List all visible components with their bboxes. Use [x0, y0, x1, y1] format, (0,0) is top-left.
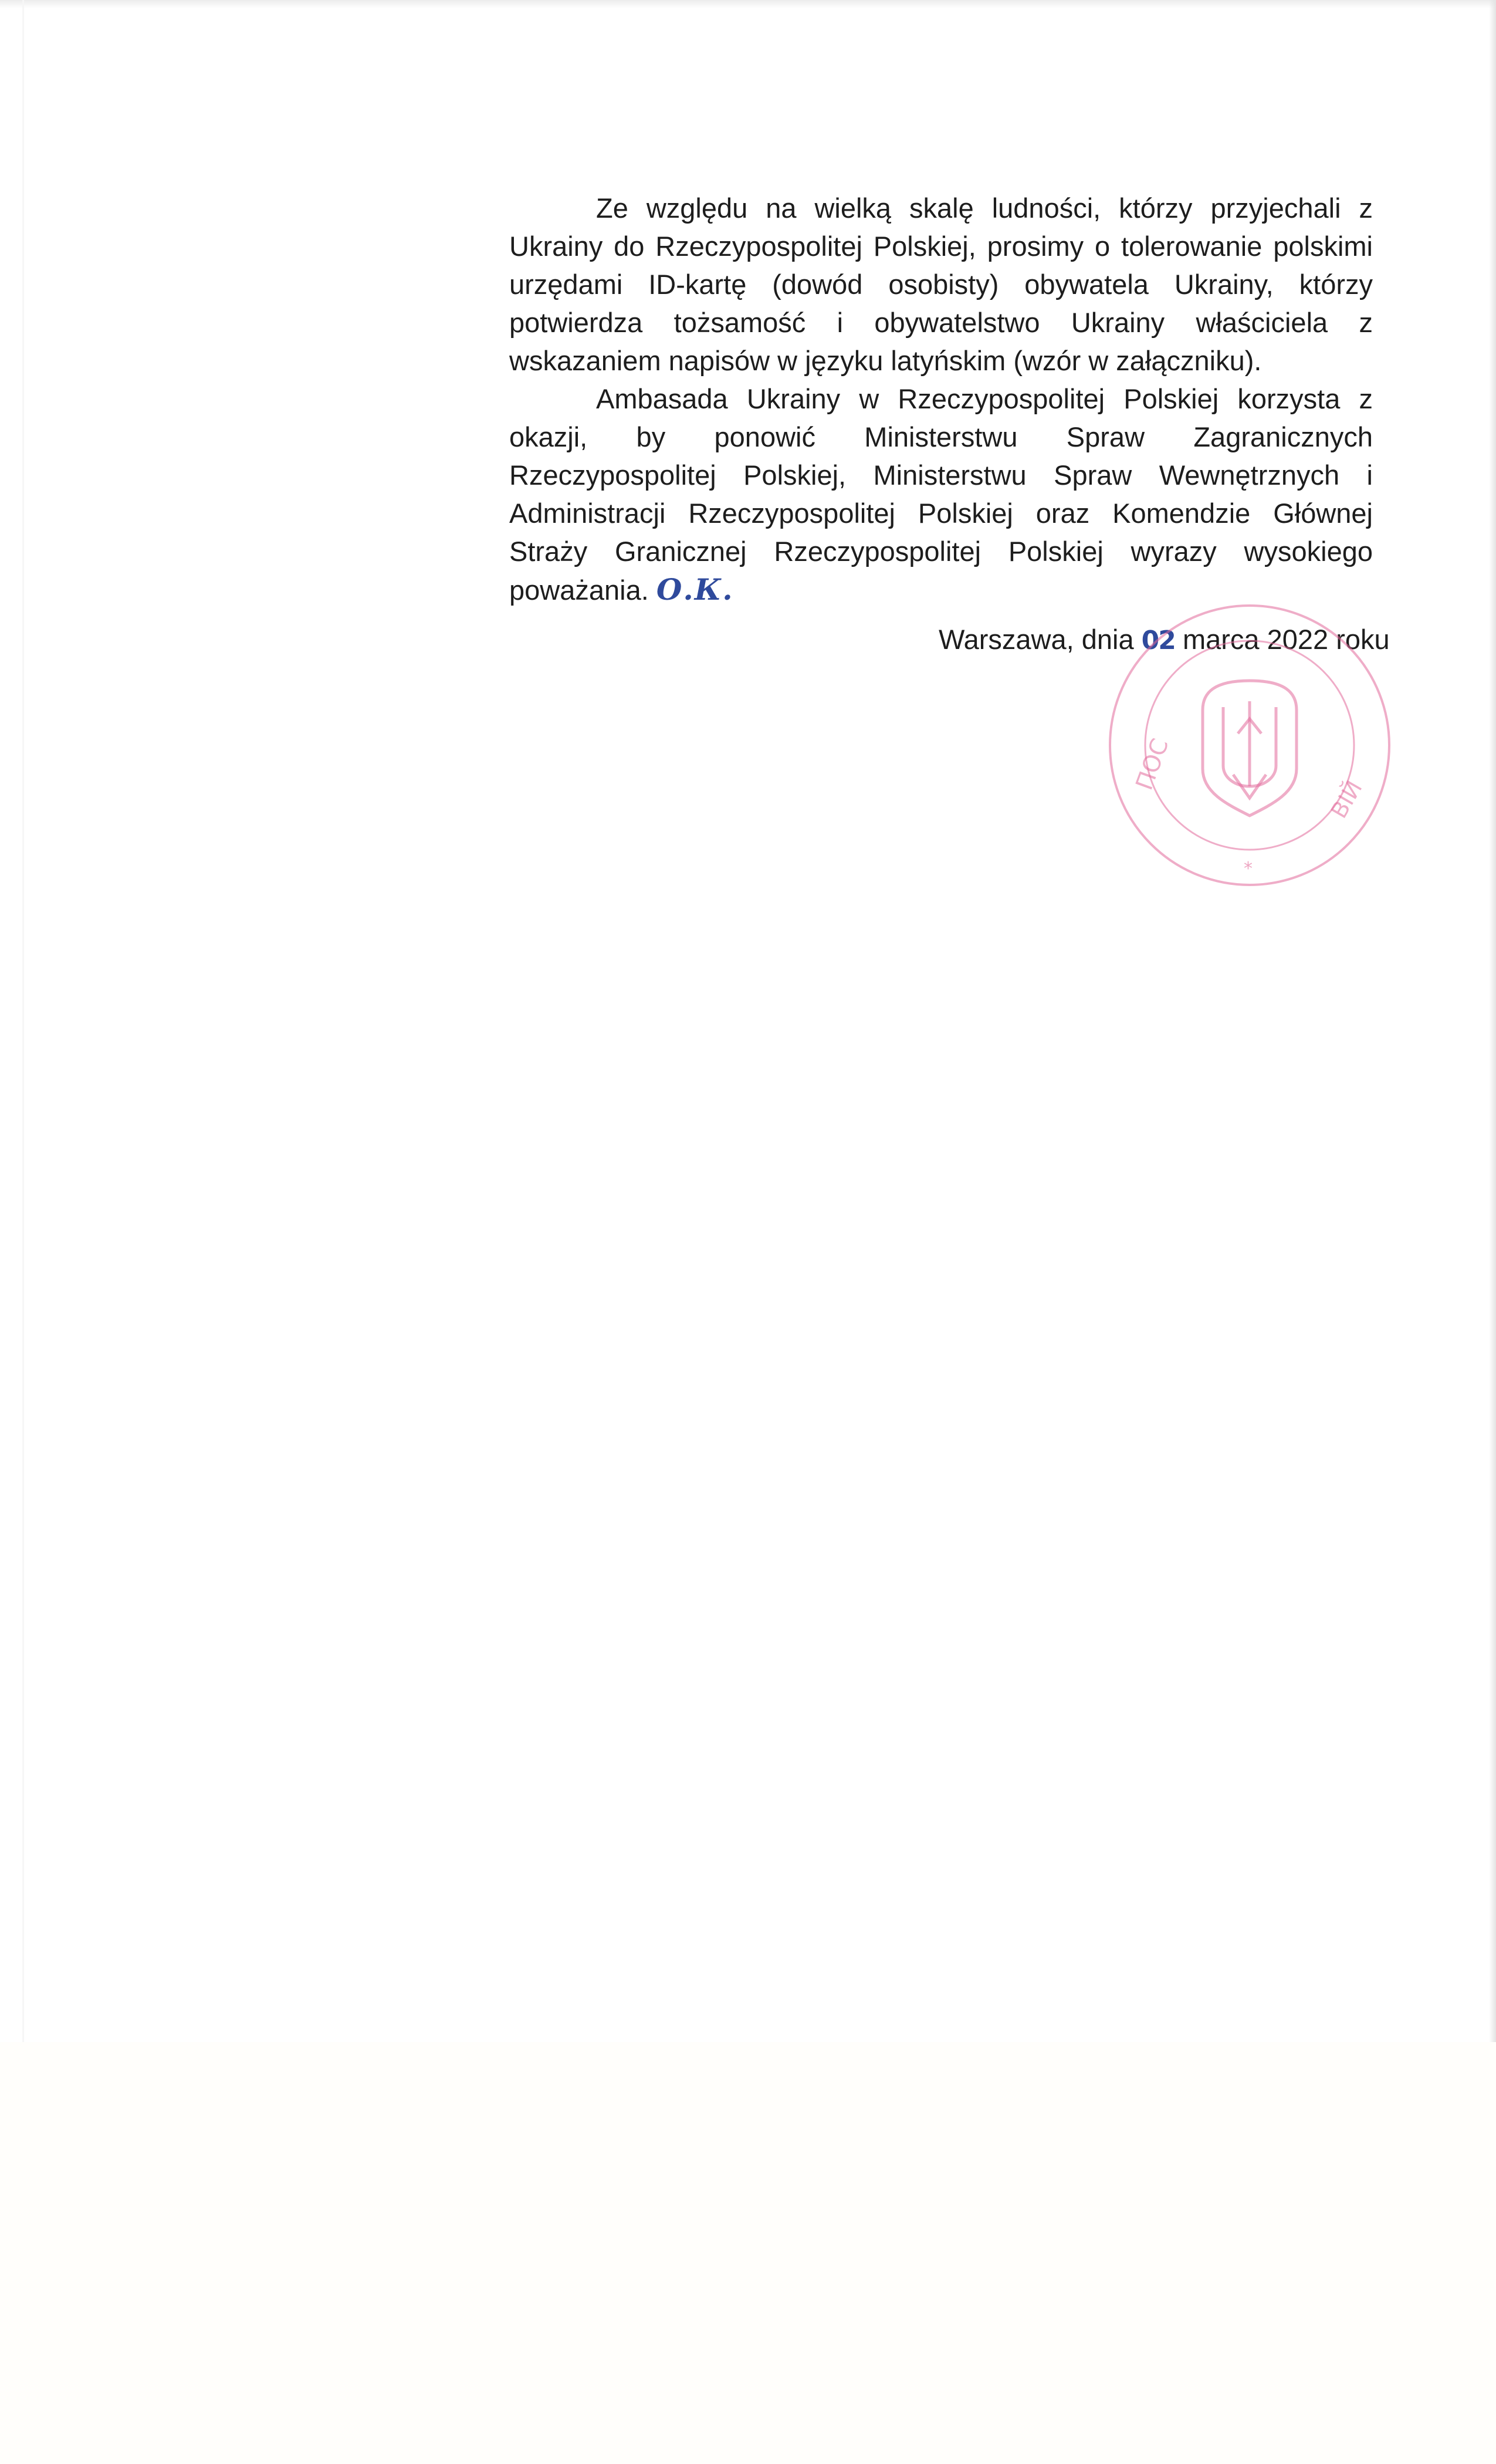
scan-edge-top — [0, 0, 1496, 8]
handwritten-day: 02 — [1141, 626, 1175, 655]
scan-edge-left — [22, 0, 24, 2042]
date-prefix: Warszawa, dnia — [939, 624, 1134, 655]
scan-edge-right — [1489, 0, 1496, 2042]
paragraph-id-card-text: Ze względu na wielką skalę ludności, którzy przyjechali z Ukrainy do Rzeczypospolitej Polskiej, prosimy o tolerowanie polskimi urzędami ID-kartę (dowód osobisty) obywatela Ukrainy, którzy potwierdza tożsamość i obywatelstwo Ukrainy właściciela z wskazaniem napisów w języku latyńskim (wzór w załączniku). — [509, 192, 1373, 376]
stamp-ring-letters-left: ПОС — [1131, 735, 1175, 794]
paragraph-closing-text: Ambasada Ukrainy w Rzeczypospolitej Polskiej korzysta z okazji, by ponowić Ministerstwu Spraw Zagranicznych Rzeczypospolitej Polskiej, Ministerstwu Spraw Wewnętrznych i Administracji Rzeczypospolitej Polskiej oraz Komendzie Głównej Straży Granicznej Rzeczypospolitej Polskiej wyrazy wysokiego poważania. — [509, 383, 1373, 606]
stamp-star: * — [1244, 858, 1253, 879]
letter-body — [509, 189, 1373, 609]
handwritten-initials: О.К. — [656, 572, 734, 607]
embassy-stamp — [1103, 599, 1396, 892]
paragraph-id-card — [509, 189, 1373, 380]
date-suffix: marca 2022 roku — [1182, 624, 1390, 655]
trident-coat-of-arms-icon — [1203, 681, 1297, 816]
scan-lower-area — [0, 2042, 1496, 2464]
stamp-ring-letters-right: ВІЙ — [1325, 776, 1368, 823]
paragraph-closing — [509, 380, 1373, 609]
